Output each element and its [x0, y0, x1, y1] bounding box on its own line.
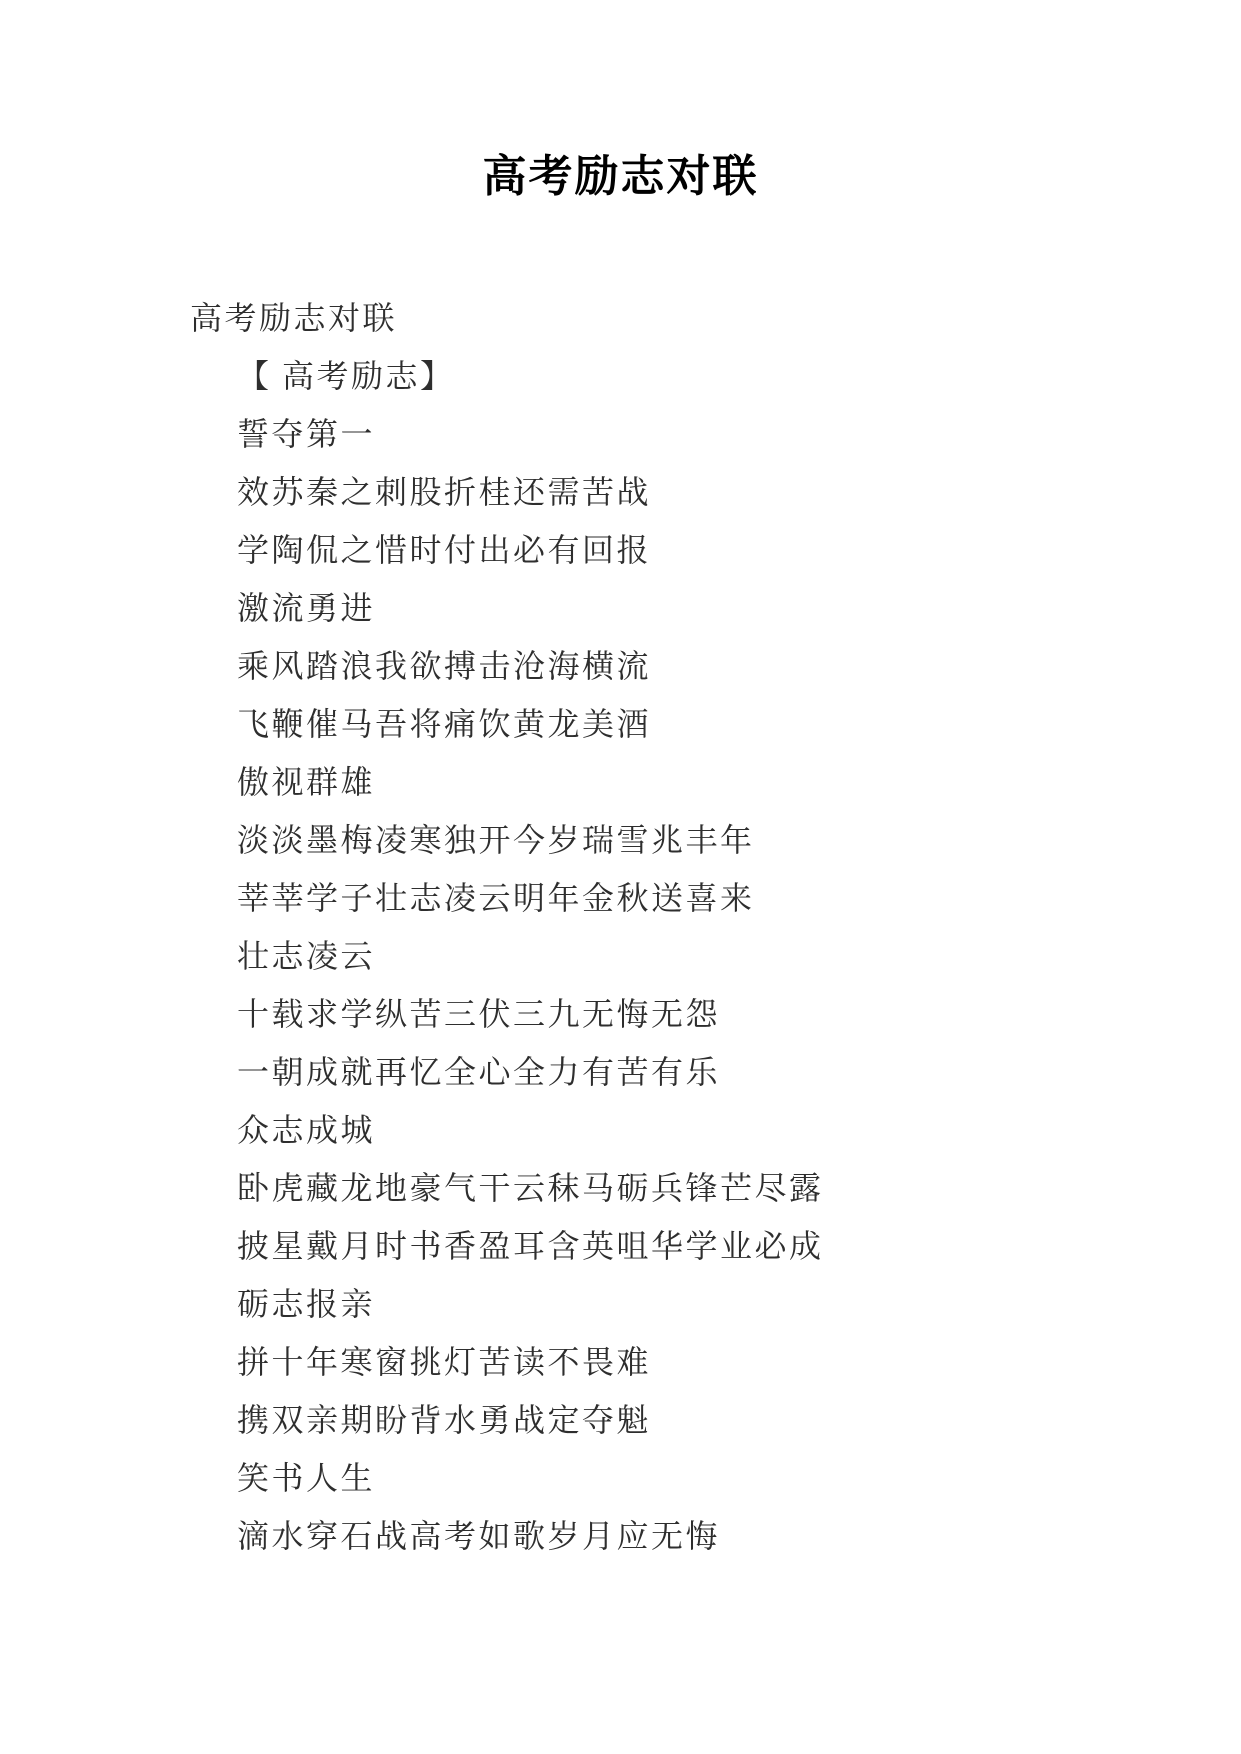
document-body	[190, 289, 1181, 1565]
body-line: 淡淡墨梅凌寒独开今岁瑞雪兆丰年	[237, 822, 755, 858]
body-line: 高考励志对联	[190, 300, 398, 336]
body-line: 誓夺第一	[237, 416, 376, 452]
body-line: 众志成城	[237, 1112, 376, 1148]
body-line: 学陶侃之惜时付出必有回报	[237, 532, 652, 568]
body-line: 披星戴月时书香盈耳含英咀华学业必成	[237, 1228, 824, 1264]
body-line: 携双亲期盼背水勇战定夺魁	[237, 1402, 652, 1438]
body-line: 砺志报亲	[237, 1286, 376, 1322]
body-line: 一朝成就再忆全心全力有苦有乐	[237, 1054, 721, 1090]
body-line: 乘风踏浪我欲搏击沧海横流	[237, 648, 652, 684]
body-line: 滴水穿石战高考如歌岁月应无悔	[237, 1518, 721, 1554]
body-line: 卧虎藏龙地豪气干云秣马砺兵锋芒尽露	[237, 1170, 824, 1206]
document-title: 高考励志对联	[482, 152, 759, 201]
body-line: 笑书人生	[237, 1460, 376, 1496]
body-line: 飞鞭催马吾将痛饮黄龙美酒	[237, 706, 652, 742]
body-line: 十载求学纵苦三伏三九无悔无怨	[237, 996, 721, 1032]
body-line: 傲视群雄	[237, 764, 376, 800]
body-line: 莘莘学子壮志凌云明年金秋送喜来	[237, 880, 755, 916]
body-line: 壮志凌云	[237, 938, 376, 974]
body-line: 激流勇进	[237, 590, 376, 626]
body-line: 拼十年寒窗挑灯苦读不畏难	[237, 1344, 652, 1380]
body-line: 效苏秦之刺股折桂还需苦战	[237, 474, 652, 510]
body-line: 【 高考励志】	[237, 358, 455, 394]
